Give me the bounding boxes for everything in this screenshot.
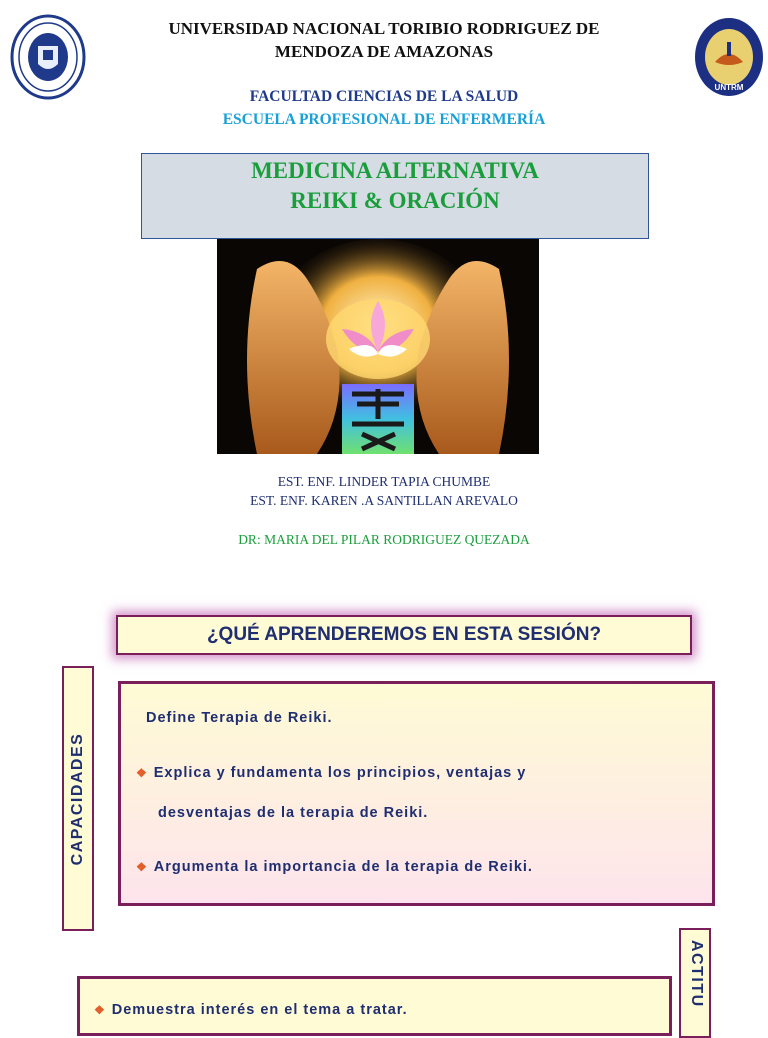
diamond-bullet-icon: ❖ (94, 1003, 106, 1017)
university-name-line2: MENDOZA DE AMAZONAS (274, 42, 494, 61)
session-question: ¿QUÉ APRENDEREMOS EN ESTA SESIÓN? (206, 624, 602, 645)
session-question-box (116, 615, 692, 655)
capacities-box (118, 681, 715, 906)
nursing-school-emblem-icon (693, 16, 765, 98)
student-author-1: EST. ENF. LINDER TAPIA CHUMBE (277, 474, 491, 489)
capacity-text: Explica y fundamenta los principios, ventajas y (153, 765, 527, 781)
capacity-item-continued (158, 805, 428, 821)
reiki-hands-lotus-image (217, 239, 539, 454)
nursing-school-logo (693, 16, 765, 98)
university-seal-logo (10, 14, 86, 100)
logo-untrm-label: UNTRM (714, 83, 744, 92)
attitude-text: Demuestra interés en el tema a tratar. (111, 1002, 408, 1018)
document-title-box (141, 153, 649, 239)
capacity-text: Argumenta la importancia de la terapia de Reiki. (153, 859, 533, 875)
capacity-text: Define Terapia de Reiki. (146, 710, 333, 726)
diamond-bullet-icon: ❖ (136, 860, 148, 874)
attitudes-label: ACTITU (688, 940, 705, 1008)
school-name: ESCUELA PROFESIONAL DE ENFERMERÍA (222, 111, 546, 128)
faculty-name: FACULTAD CIENCIAS DE LA SALUD (249, 88, 519, 105)
capacities-label: CAPACIDADES (69, 732, 86, 865)
capacities-tab (62, 666, 94, 931)
capacity-item (136, 765, 526, 781)
capacity-item (136, 859, 533, 875)
student-author-2: EST. ENF. KAREN .A SANTILLAN AREVALO (250, 493, 518, 508)
reiki-hands-image (217, 239, 539, 454)
attitudes-tab (679, 928, 711, 1038)
capacity-item (146, 710, 333, 726)
capacity-text: desventajas de la terapia de Reiki. (158, 805, 429, 821)
attitude-item (94, 1002, 408, 1018)
university-seal-icon (10, 14, 86, 100)
teacher-name: DR: MARIA DEL PILAR RODRIGUEZ QUEZADA (238, 532, 530, 547)
title-line1: MEDICINA ALTERNATIVA (251, 158, 539, 183)
university-name-line1: UNIVERSIDAD NACIONAL TORIBIO RODRIGUEZ DE (168, 19, 600, 38)
diamond-bullet-icon: ❖ (136, 766, 148, 780)
title-line2: REIKI & ORACIÓN (290, 188, 500, 213)
attitudes-box (77, 976, 672, 1036)
